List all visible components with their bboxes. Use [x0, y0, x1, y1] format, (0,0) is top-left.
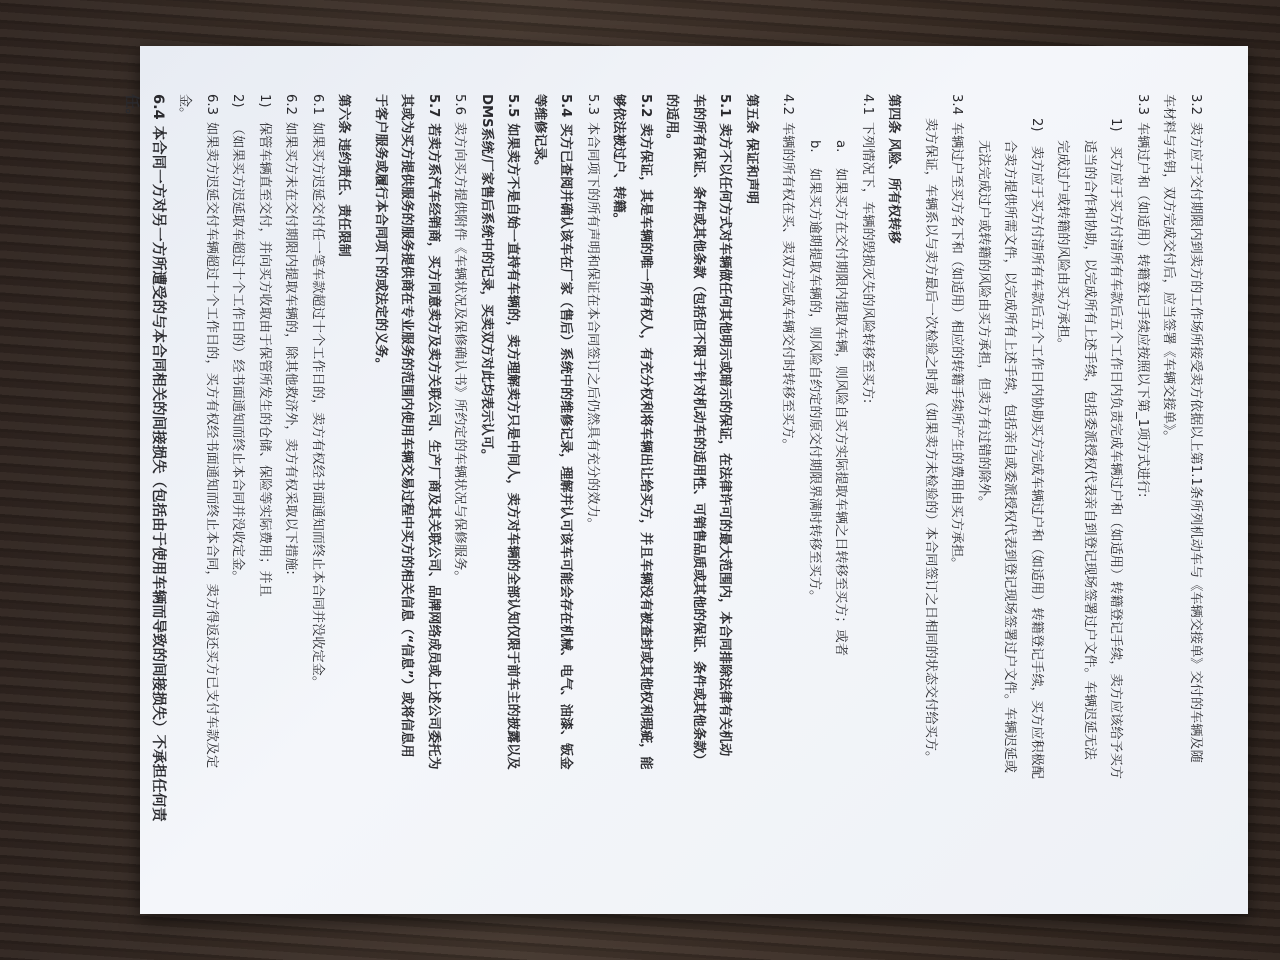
contract-line-8 [996, 94, 1023, 866]
clause-number: 6.4 [150, 94, 166, 120]
clause-number: 5.3 [585, 94, 600, 115]
clause-text: 若卖方系汽车经销商，买方同意卖方及卖方关联公司、生产厂商及其关联公司、品牌网络成员或上述公司委托为 [426, 123, 441, 770]
clause-number: 1) [257, 94, 272, 108]
clause-text: 任。 [123, 94, 140, 123]
clause-text: 车辆过户至买方名下和（如适用）相应的转籍手续所产生的费用由买方承担。 [949, 122, 965, 571]
contract-line-17 [738, 94, 765, 866]
contract-line-32 [330, 94, 357, 866]
contract-line-39 [145, 94, 172, 866]
clause-text: 如果买方在交付期限内提取车辆，则风险自买方实际提取车辆之日转移至买方；或者 [833, 168, 849, 656]
clause-text: 车的所有保证、条件或其他条款（包括但不限于针对机动车的适用性、可销售品质或其他的保证、条件或其他条款） [691, 94, 706, 767]
clause-text: 合卖方提供所需文件，以完成所有上述手续，包括亲自或委派授权代表到登记现场签署过户文件。车辆迟延或 [1002, 140, 1018, 773]
contract-line-28 [446, 94, 473, 866]
contract-line-33 [304, 94, 331, 866]
clause-number: 1) [1108, 118, 1124, 132]
contract-line-5 [1076, 94, 1103, 866]
clause-text: 第五条 保证和声明 [744, 94, 759, 205]
clause-text: 其或为买方提供服务的服务提供商在专业服务的范围内使用车辆交易过程中买方的相关信息（“信息”）或将信息用 [399, 94, 415, 758]
clause-text: 车材料与车钥，双方完成交付后，应当签署《车辆交接单》。 [1161, 94, 1177, 444]
clause-text: 保管车辆直至交付，并向买方收取由于保管所发生的仓储、保险等实际费用；并且 [257, 122, 272, 597]
clause-number: 5.6 [452, 94, 468, 115]
clause-text: 卖方保证，车辆系以与卖方最后一次检验之时或（如果卖方未检验的）本合同签订之日相同的状态交付给买方。 [923, 118, 938, 765]
contract-line-23 [579, 94, 606, 866]
clause-number: 3.2 [1188, 94, 1203, 115]
contract-line-26 [499, 94, 526, 866]
contract-line-15 [801, 94, 828, 866]
contract-line-6 [1049, 94, 1076, 866]
clause-text: 等维修记录。 [532, 94, 547, 174]
contract-line-4 [1102, 94, 1129, 866]
clause-number: 5.4 [558, 94, 574, 118]
clause-text: 本合同项下的所有声明和保证在本合同签订之后仍然具有充分的效力。 [585, 122, 600, 531]
clause-number: 6.1 [310, 94, 325, 115]
clause-number: 6.2 [283, 94, 299, 115]
contract-line-40 [118, 94, 145, 866]
contract-line-27 [473, 94, 500, 866]
clause-text: 金。 [177, 94, 193, 121]
clause-text: 适当的合作和协助，以完成所有上述手续，包括委派授权代表亲自到登记现场签署过户文件。车辆迟延无法 [1082, 140, 1097, 760]
clause-text: 如果买方逾期提取车辆的，则风险自约定的原交付期限界满时转移至买方。 [807, 168, 822, 604]
contract-line-22 [605, 94, 632, 866]
clause-text: （如果买方迟延取车超过十个工作日的）经书面通知而终止本合同并没收定金。 [230, 122, 246, 584]
contract-line-19 [685, 94, 712, 866]
clause-text: 第四条 风险、所有权转移 [886, 94, 902, 244]
contract-line-31 [367, 94, 394, 866]
clause-text: 如果买方迟延交付任一笔车款超过十个工作日的，卖方有权经书面通知而终止本合同并没收定金。 [310, 122, 325, 690]
paper-sheet [123, 46, 1248, 914]
clause-text: DMS系统/厂家售后系统中的记录，买卖双方对此均表示认可。 [479, 94, 494, 463]
clause-number: 3.3 [1135, 94, 1150, 115]
clause-text: 第六条 违约责任、责任限制 [336, 94, 352, 257]
clause-number: 4.2 [780, 94, 796, 115]
clause-text: 于客户服务或履行本合同项下的或法定的义务。 [373, 94, 388, 371]
contract-line-2 [1155, 94, 1182, 866]
clause-number: b. [807, 140, 822, 153]
clause-text: 本合同一方对另一方所遭受的与本合同相关的间接损失（包括由于使用车辆而导致的间接损失）不承担任何责 [150, 125, 166, 822]
clause-text: 买方应于买方付清所有车款后五个工作日内负责完成车辆过户和（如适用）转籍登记手续，卖方应该给予买方 [1108, 146, 1124, 779]
clause-text: 如果卖方迟延交付车辆超过十个工作日的，买方有权经书面通知而终止本合同，卖方得返还买方已支付车款及定 [204, 122, 219, 769]
contract-line-37 [198, 94, 225, 866]
contract-line-13 [854, 94, 881, 866]
clause-number: 5.7 [426, 94, 441, 118]
clause-text: 如果卖方不是自始一直持有车辆的，卖方理解卖方只是中间人，卖方对车辆的全部认知仅限于前车主的披露以及 [505, 123, 521, 770]
contract-line-16 [774, 94, 801, 866]
clause-number: 5.5 [505, 94, 521, 118]
clause-text: 卖方应于交付期限内到卖方的工作场所接受卖方依据以上第1.1条所列机动车与《车辆交接单》交付的车辆及随 [1188, 122, 1203, 763]
clause-number: 5.2 [638, 94, 653, 118]
clause-text: 完成过户或转籍的风险由买方承担。 [1055, 140, 1071, 351]
contract-line-10 [943, 94, 970, 866]
contract-line-38 [171, 94, 198, 866]
contract-line-7 [1023, 94, 1050, 866]
clause-number: 3.4 [949, 94, 965, 115]
contract-line-21 [632, 94, 659, 866]
clause-text: 买方已查阅并确认该车在厂家（售后）系统中的维修记录，理解并认可该车可能会存在机械、电气、油漆、钣金 [558, 123, 574, 770]
contract-line-14 [827, 94, 854, 866]
contract-line-12 [880, 94, 907, 866]
contract-line-20 [658, 94, 685, 866]
contract-line-36 [224, 94, 251, 866]
contract-line-11 [917, 94, 944, 866]
clause-number: a. [833, 140, 849, 153]
contract-line-24 [552, 94, 579, 866]
clause-number: 2) [1029, 118, 1044, 132]
contract-line-29 [420, 94, 447, 866]
clause-number: 5.1 [717, 94, 733, 118]
contract-line-34 [277, 94, 304, 866]
clause-text: 无法完成过户或转籍的风险由买方承担，但卖方有过错的除外。 [976, 140, 991, 510]
contract-line-35 [251, 94, 278, 866]
clause-text: 车辆过户和（如适用）转籍登记手续应按照以下第_1项方式进行: [1135, 122, 1150, 498]
clause-text: 的适用。 [664, 94, 680, 147]
clause-text: 卖方应于买方付清所有车款后五个工作日内协助买方完成车辆过户和（如适用）转籍登记手续，买方应积极配 [1029, 146, 1044, 779]
clause-text: 下列情况下，车辆的毁损灭失的风险转移至买方: [860, 122, 875, 404]
clause-text: 卖方向买方提供附件《车辆状况及保修确认书》所约定的车辆状况与保修服务。 [452, 122, 468, 584]
contract-line-9 [970, 94, 997, 866]
contract-line-3 [1129, 94, 1156, 866]
clause-number: 6.3 [204, 94, 219, 115]
clause-number: 2) [230, 94, 246, 108]
clause-text: 车辆的所有权在买、卖双方完成车辆交付时转移至买方。 [780, 122, 796, 452]
clause-text: 如果买方未在交付期限内提取车辆的，除其他救济外，卖方有权采取以下措施: [283, 122, 299, 575]
contract-line-30 [393, 94, 420, 866]
clause-number: 4.1 [860, 94, 875, 115]
contract-page [123, 66, 1228, 894]
contract-line-1 [1182, 94, 1209, 866]
clause-text: 卖方不以任何方式对车辆做任何其他明示或暗示的保证，在法律许可的最大范围内，本合同排除法律有关机动 [717, 123, 733, 757]
contract-line-25 [526, 94, 553, 866]
clause-text: 够依法被过户、转籍。 [611, 94, 627, 226]
contract-line-18 [711, 94, 738, 866]
clause-text: 卖方保证，其是车辆的唯一所有权人，有充分权利将车辆出让给买方，并且车辆没有被查封或其他权利瑕疵，能 [638, 123, 653, 770]
